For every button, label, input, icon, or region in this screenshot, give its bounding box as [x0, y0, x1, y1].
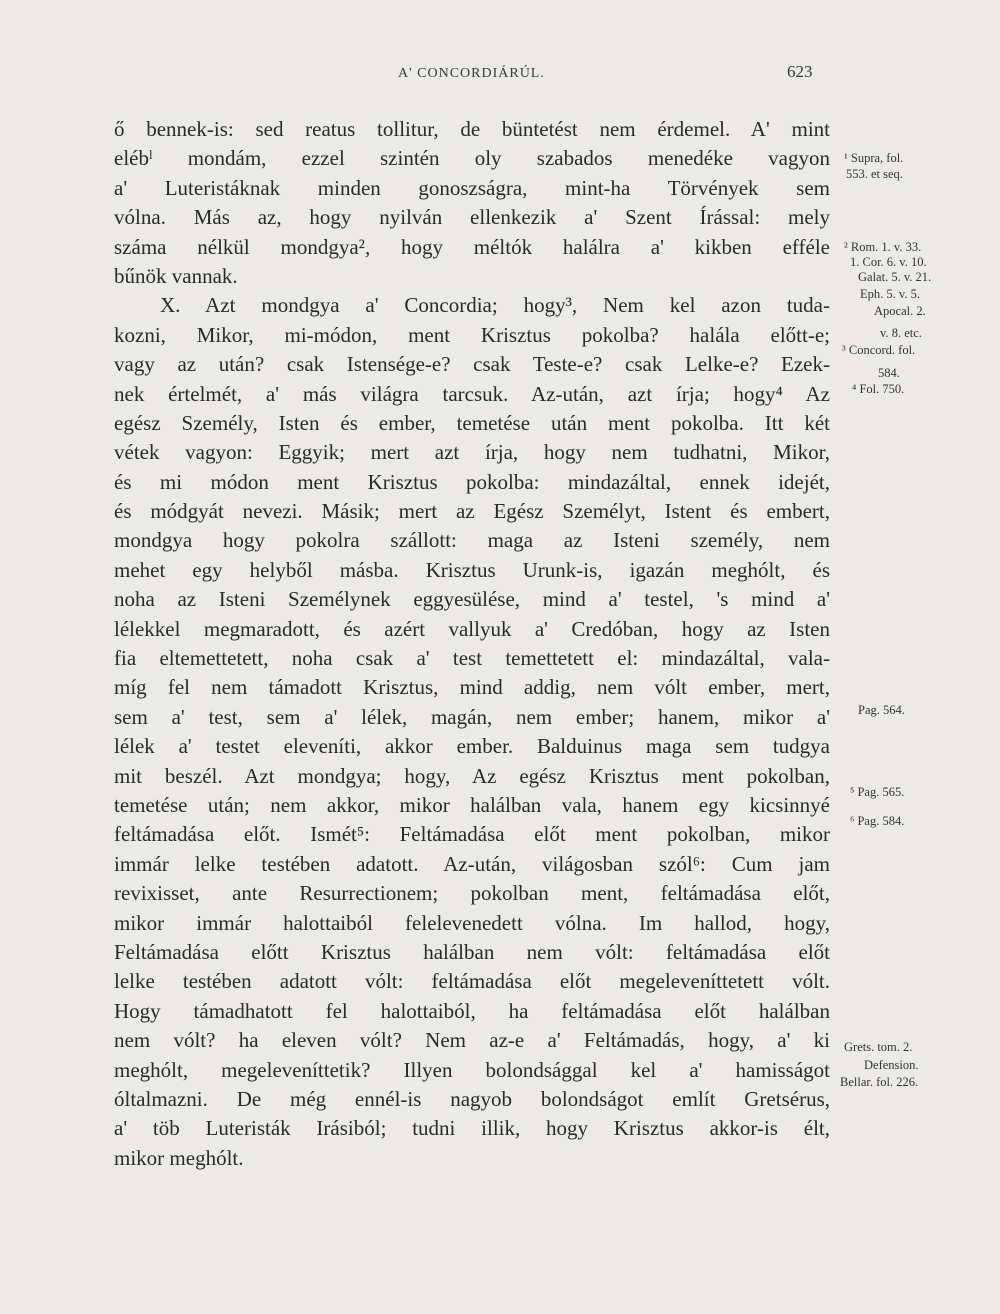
text-line: és módgyát nevezi. Másik; mert az Egész Személyt, Istent és embert,	[114, 499, 830, 524]
margin-note: v. 8. etc.	[880, 326, 922, 340]
margin-note: Apocal. 2.	[874, 304, 926, 318]
text-line: feltámadása előt. Ismét⁵: Feltámadása előt ment pokolban, mikor	[114, 822, 830, 847]
margin-note: Grets. tom. 2.	[844, 1040, 913, 1054]
text-line: mikor immár halottaiból felelevenedett vólna. Im hallod, hogy,	[114, 910, 830, 935]
margin-note: Pag. 564.	[858, 703, 905, 717]
text-line: a' töb Luteristák Irásiból; tudni illik, hogy Krisztus akkor-is élt,	[114, 1116, 830, 1141]
running-head: A' CONCORDIÁRÚL.	[398, 66, 545, 81]
text-line: vólna. Más az, hogy nyilván ellenkezik a' Szent Írással: mely	[114, 205, 830, 230]
margin-note: 1. Cor. 6. v. 10.	[850, 255, 927, 269]
text-line: ő bennek-is: sed reatus tollitur, de büntetést nem érdemel. A' mint	[114, 117, 830, 141]
text-line: vagy az után? csak Istensége-e? csak Teste-e? csak Lelke-e? Ezek-	[114, 352, 830, 377]
margin-note: 553. et seq.	[846, 167, 903, 181]
margin-note: Defension.	[864, 1058, 919, 1072]
body-text	[114, 115, 830, 1173]
text-line: mehet egy helyből másba. Krisztus Urunk-is, igazán meghólt, és	[114, 557, 830, 582]
text-line: sem a' test, sem a' lélek, magán, nem ember; hanem, mikor a'	[114, 704, 830, 729]
text-line: lelke testében adatott vólt: feltámadása előt megeleveníttetett vólt.	[114, 969, 830, 994]
text-line: és mi módon ment Krisztus pokolba: mindazáltal, ennek idejét,	[114, 469, 830, 494]
margin-note: ¹ Supra, fol.	[844, 151, 904, 165]
text-line: száma nélkül mondgya², hogy méltók halálra a' kikben efféle	[114, 234, 830, 259]
text-line: a' Luteristáknak minden gonoszságra, mint-ha Törvények sem	[114, 175, 830, 200]
margin-note: Eph. 5. v. 5.	[860, 287, 920, 301]
text-line: fia eltemettetett, noha csak a' test temettetett el: mindazáltal, vala-	[114, 646, 830, 671]
margin-note: 584.	[878, 366, 900, 380]
margin-note: ³ Concord. fol.	[842, 343, 916, 357]
text-line: Feltámadása előtt Krisztus halálban nem vólt: feltámadása előt	[114, 939, 830, 964]
text-line: immár lelke testében adatott. Az-után, világosban szól⁶: Cum jam	[114, 851, 830, 876]
text-line: mondgya hogy pokolra szállott: maga az Isteni személy, nem	[114, 528, 830, 553]
text-line: vétek vagyon: Eggyik; mert azt írja, hogy nem tudhatni, Mikor,	[114, 440, 830, 465]
text-line: X. Azt mondgya a' Concordia; hogy³, Nem kel azon tuda-	[160, 293, 830, 318]
text-line: mikor meghólt.	[114, 1145, 244, 1170]
margin-note: ⁵ Pag. 565.	[850, 785, 905, 799]
text-line: nek értelmét, a' más világra tarcsuk. Az-után, azt írja; hogy⁴ Az	[114, 381, 830, 406]
text-line: míg fel nem támadott Krisztus, mind addig, nem vólt ember, mert,	[114, 675, 830, 700]
text-line: óltalmazni. De még ennél-is nagyob bolondságot említ Gretsérus,	[114, 1086, 830, 1111]
text-line: kozni, Mikor, mi-módon, ment Krisztus pokolba? halála előtt-e;	[114, 322, 830, 347]
text-line: nem vólt? ha eleven vólt? Nem az-e a' Feltámadás, hogy, a' ki	[114, 1028, 830, 1053]
text-line: lélekkel megmaradott, és azért vallyuk a' Credóban, hogy az Isten	[114, 616, 830, 641]
text-line: meghólt, megeleveníttetik? Illyen bolondsággal kel a' hamisságot	[114, 1057, 830, 1082]
margin-note: Bellar. fol. 226.	[840, 1075, 919, 1089]
text-line: temetése után; nem akkor, mikor halálban vala, hanem egy kicsinnyé	[114, 792, 830, 817]
page-number: 623	[787, 62, 813, 81]
text-line: mit beszél. Azt mondgya; hogy, Az egész Krisztus ment pokolban,	[114, 763, 830, 788]
margin-note: Galat. 5. v. 21.	[858, 270, 932, 284]
margin-note: ⁶ Pag. 584.	[850, 814, 905, 828]
text-line: Hogy támadhatott fel halottaiból, ha feltámadása előt halálban	[114, 998, 830, 1023]
text-line: noha az Isteni Személynek eggyesülése, mind a' testel, 's mind a'	[114, 587, 830, 612]
text-line: egész Személy, Isten és ember, temetése után ment pokolba. Itt két	[114, 410, 830, 435]
text-line: revixisset, ante Resurrectionem; pokolban ment, feltámadása előt,	[114, 881, 830, 906]
text-line: elébˡ mondám, ezzel szintén oly szabados menedéke vagyon	[114, 146, 830, 171]
text-line: bűnök vannak.	[114, 263, 238, 288]
text-line: lélek a' testet eleveníti, akkor ember. Balduinus maga sem tudgya	[114, 734, 830, 759]
margin-note: ² Rom. 1. v. 33.	[844, 240, 922, 254]
margin-notes	[830, 0, 1000, 1314]
margin-note: ⁴ Fol. 750.	[852, 382, 905, 396]
